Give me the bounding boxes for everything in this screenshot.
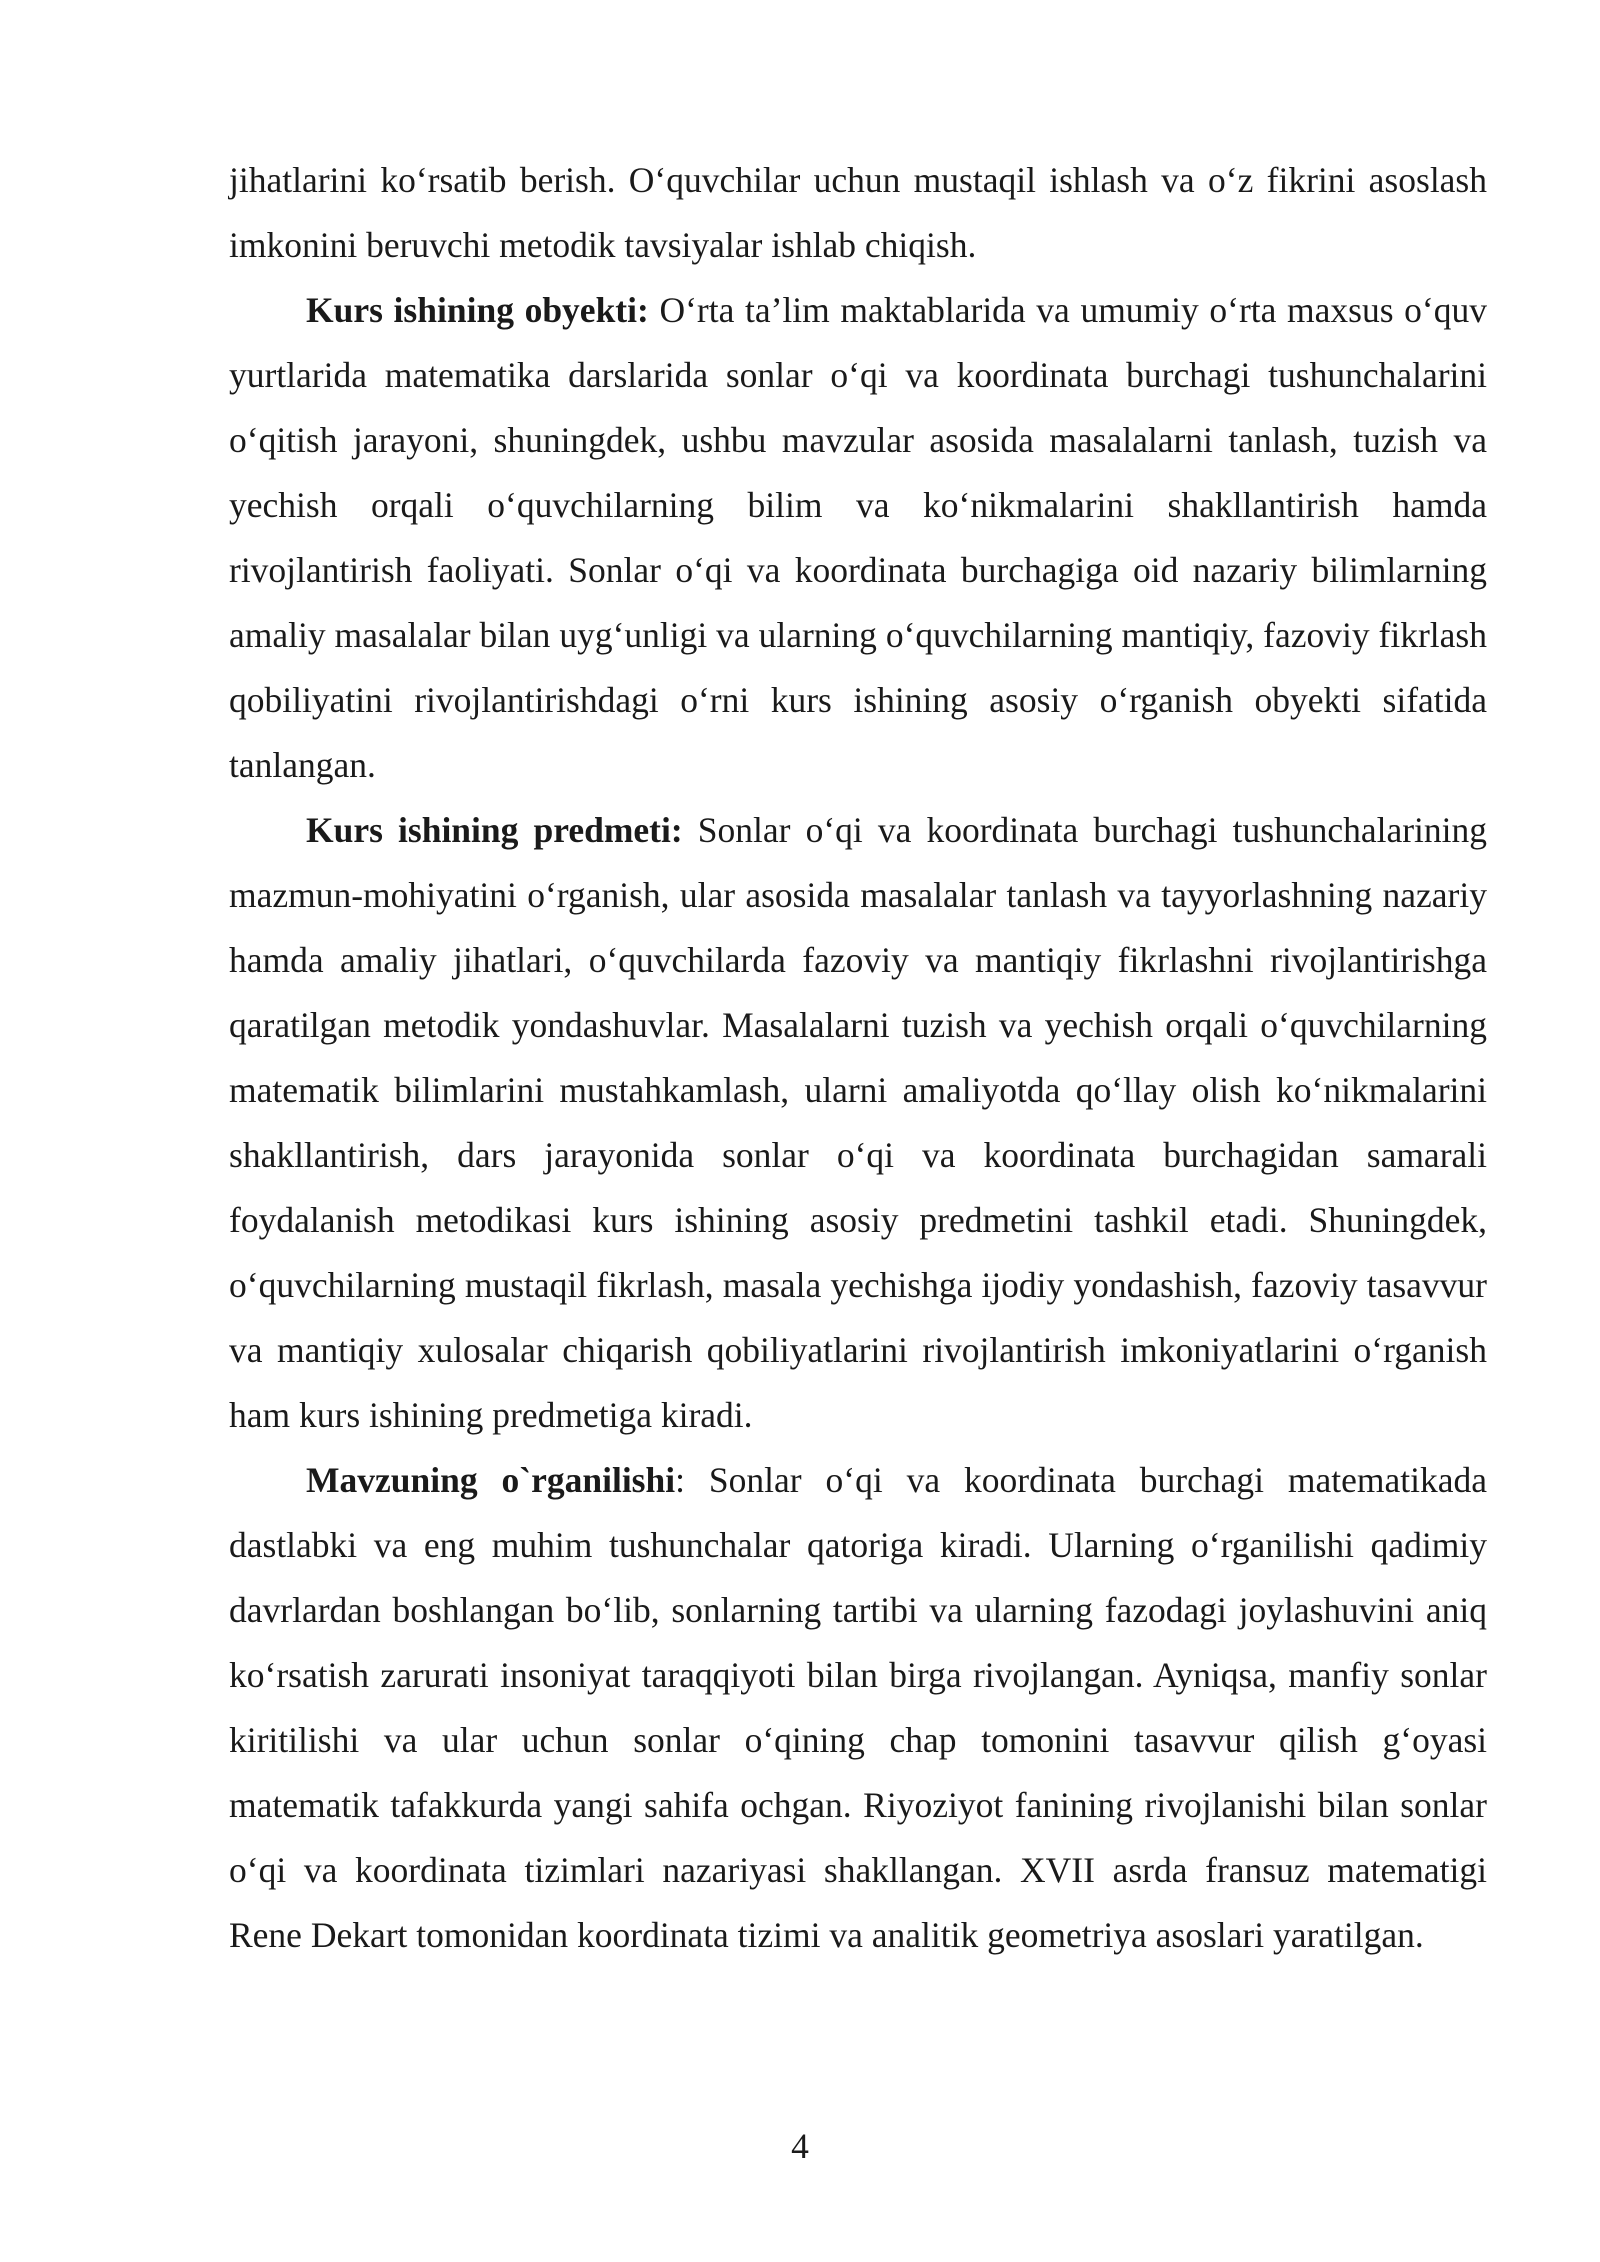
paragraph-mavzuning-organilishi bbox=[229, 1448, 1487, 1968]
paragraph-heading: Kurs ishining obyekti: bbox=[306, 290, 649, 330]
paragraph-text: jihatlarini ko‘rsatib berish. O‘quvchilar uchun mustaqil ishlash va o‘z fikrini asoslash imkonini beruvchi metodik tavsiyalar ishlab chiqish. bbox=[229, 160, 1487, 265]
paragraph-text: Sonlar o‘qi va koordinata burchagi tushunchalarining mazmun-mohiyatini o‘rganish, ular asosida masalalar tanlash va tayyorlashning nazariy hamda amaliy jihatlari, o‘quvchilarda fazoviy va mantiqiy fikrlashni rivojlantirishga qaratilgan metodik yondashuvlar. Masalalarni tuzish va yechish orqali o‘quvchilarning matematik bilimlarini mustahkamlash, ularni amaliyotda qo‘llay olish ko‘nikmalarini shakllantirish, dars jarayonida sonlar o‘qi va koordinata burchagidan samarali foydalanish metodikasi kurs ishining asosiy predmetini tashkil etadi. Shuningdek, o‘quvchilarning mustaqil fikrlash, masala yechishga ijodiy yondashish, fazoviy tasavvur va mantiqiy xulosalar chiqarish qobiliyatlarini rivojlantirish imkoniyatlarini o‘rganish ham kurs ishining predmetiga kiradi. bbox=[229, 810, 1487, 1435]
paragraph-kurs-predmeti bbox=[229, 798, 1487, 1448]
paragraph-text: O‘rta ta’lim maktablarida va umumiy o‘rta maxsus o‘quv yurtlarida matematika darslarida sonlar o‘qi va koordinata burchagi tushunchalarini o‘qitish jarayoni, shuningdek, ushbu mavzular asosida masalalarni tanlash, tuzish va yechish orqali o‘quvchilarning bilim va ko‘nikmalarini shakllantirish hamda rivojlantirish faoliyati. Sonlar o‘qi va koordinata burchagiga oid nazariy bilimlarning amaliy masalalar bilan uyg‘unligi va ularning o‘quvchilarning mantiqiy, fazoviy fikrlash qobiliyatini rivojlantirishdagi o‘rni kurs ishining asosiy o‘rganish obyekti sifatida tanlangan. bbox=[229, 290, 1487, 785]
paragraph-text: : Sonlar o‘qi va koordinata burchagi matematikada dastlabki va eng muhim tushunchalar qatoriga kiradi. Ularning o‘rganilishi qadimiy davrlardan boshlangan bo‘lib, sonlarning tartibi va ularning fazodagi joylashuvini aniq ko‘rsatish zarurati insoniyat taraqqiyoti bilan birga rivojlangan. Ayniqsa, manfiy sonlar kiritilishi va ular uchun sonlar o‘qining chap tomonini tasavvur qilish g‘oyasi matematik tafakkurda yangi sahifa ochgan. Riyoziyot fanining rivojlanishi bilan sonlar o‘qi va koordinata tizimlari nazariyasi shakllangan. XVII asrda fransuz matematigi Rene Dekart tomonidan koordinata tizimi va analitik geometriya asoslari yaratilgan. bbox=[229, 1460, 1487, 1955]
paragraph-kurs-obyekti bbox=[229, 278, 1487, 798]
document-body bbox=[229, 148, 1487, 1968]
page-number: 4 bbox=[791, 2126, 809, 2166]
paragraph-heading: Mavzuning o`rganilishi bbox=[306, 1460, 676, 1500]
paragraph-continuation bbox=[229, 148, 1487, 278]
paragraph-heading: Kurs ishining predmeti: bbox=[306, 810, 683, 850]
